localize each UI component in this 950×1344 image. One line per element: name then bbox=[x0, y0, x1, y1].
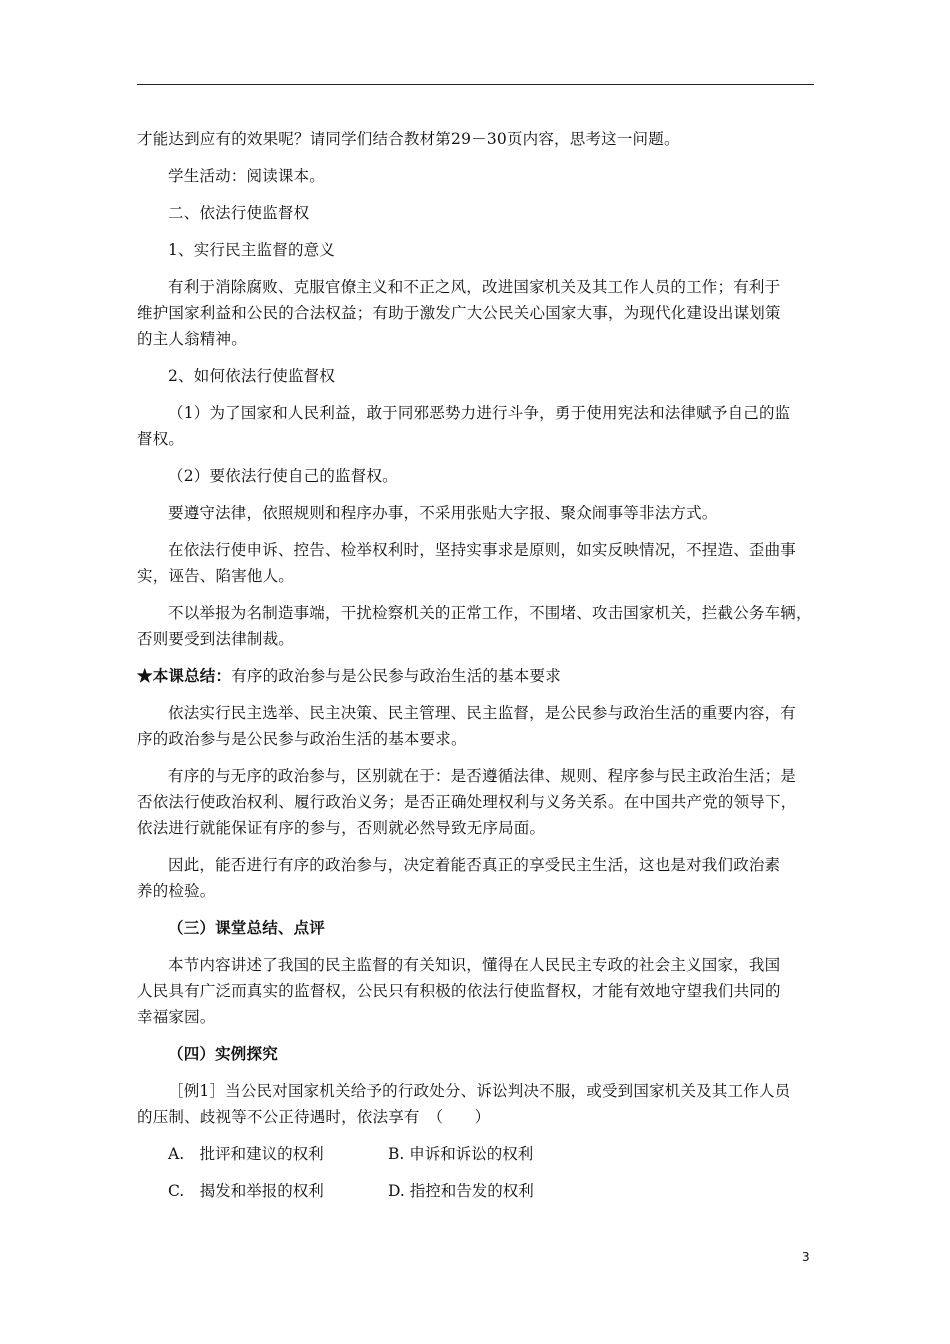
subsection-heading: 1、实行民主监督的意义 bbox=[168, 241, 336, 259]
option-d: D. 指控和告发的权利 bbox=[388, 1182, 534, 1200]
subsection-heading: 2、如何依法行使监督权 bbox=[168, 367, 336, 385]
section-heading: （四）实例探究 bbox=[168, 1044, 278, 1063]
text-line: 本节内容讲述了我国的民主监督的有关知识，懂得在人民民主专政的社会主义国家，我国 bbox=[168, 956, 781, 974]
text-line: 实，诬告、陷害他人。 bbox=[137, 567, 295, 585]
text-line: 幸福家园。 bbox=[137, 1008, 216, 1026]
text-line: 依法实行民主选举、民主决策、民主管理、民主监督，是公民参与政治生活的重要内容，有 bbox=[168, 704, 797, 722]
section-heading: 二、依法行使监督权 bbox=[168, 204, 310, 222]
text-line: 有利于消除腐败、克服官僚主义和不正之风，改进国家机关及其工作人员的工作；有利于 bbox=[168, 278, 781, 296]
text-line: 在依法行使申诉、控告、检举权利时，坚持实事求是原则，如实反映情况，不捏造、歪曲事 bbox=[168, 541, 797, 559]
summary-label: ★本课总结： bbox=[137, 666, 232, 685]
question-stem: 的压制、歧视等不公正待遇时，依法享有 （ ） bbox=[137, 1108, 491, 1126]
question-stem: ［例1］当公民对国家机关给予的行政处分、诉讼判决不服，或受到国家机关及其工作人员 bbox=[168, 1082, 791, 1100]
text-line: 否依法行使政治权利、履行政治义务；是否正确处理权利与义务关系。在中国共产党的领导下， bbox=[137, 793, 797, 811]
option-b: B. 申诉和诉讼的权利 bbox=[388, 1145, 534, 1163]
text-line: 依法进行就能保证有序的参与，否则就必然导致无序局面。 bbox=[137, 819, 546, 837]
text-line: 否则要受到法律制裁。 bbox=[137, 630, 295, 648]
text-line: 有序的与无序的政治参与，区别就在于：是否遵循法律、规则、程序参与民主政治生活；是 bbox=[168, 767, 797, 785]
text-line: 养的检验。 bbox=[137, 882, 216, 900]
text-line: （1）为了国家和人民利益，敢于同邪恶势力进行斗争，勇于使用宪法和法律赋予自己的监 bbox=[168, 404, 791, 422]
text-line: 才能达到应有的效果呢？请同学们结合教材第29－30页内容，思考这一问题。 bbox=[137, 130, 680, 148]
text-line: 不以举报为名制造事端，干扰检察机关的正常工作，不围堵、攻击国家机关，拦截公务车辆， bbox=[168, 604, 812, 622]
option-a: A. 批评和建议的权利 bbox=[168, 1145, 324, 1163]
text-line: （2）要依法行使自己的监督权。 bbox=[168, 467, 398, 485]
page-number: 3 bbox=[802, 1250, 810, 1264]
text-line: 序的政治参与是公民参与政治生活的基本要求。 bbox=[137, 730, 467, 748]
text-line: 学生活动：阅读课本。 bbox=[168, 167, 326, 185]
text-line: 因此，能否进行有序的政治参与，决定着能否真正的享受民主生活，这也是对我们政治素 bbox=[168, 856, 781, 874]
summary-text: 有序的政治参与是公民参与政治生活的基本要求 bbox=[231, 667, 561, 685]
text-line: 的主人翁精神。 bbox=[137, 330, 247, 348]
summary-line bbox=[137, 667, 817, 685]
section-heading: （三）课堂总结、点评 bbox=[168, 918, 326, 937]
text-line: 维护国家利益和公民的合法权益；有助于激发广大公民关心国家大事，为现代化建设出谋划策 bbox=[137, 304, 781, 322]
header-rule bbox=[137, 84, 814, 85]
text-line: 要遵守法律，依照规则和程序办事，不采用张贴大字报、聚众闹事等非法方式。 bbox=[168, 504, 718, 522]
text-line: 人民具有广泛而真实的监督权，公民只有积极的依法行使监督权，才能有效地守望我们共同的 bbox=[137, 982, 781, 1000]
option-c: C. 揭发和举报的权利 bbox=[168, 1182, 324, 1200]
text-line: 督权。 bbox=[137, 430, 185, 448]
